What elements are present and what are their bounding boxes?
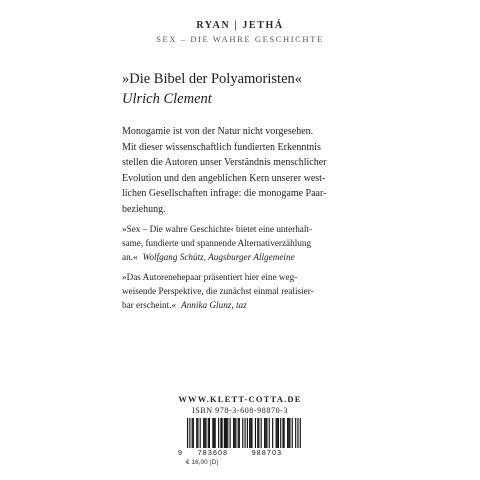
review-line-text: bar erscheint.« bbox=[122, 300, 177, 310]
barcode-graphic bbox=[177, 418, 303, 456]
main-quote-author: Ulrich Clement bbox=[122, 91, 212, 107]
barcode-bar bbox=[250, 418, 251, 448]
review-line-last bbox=[122, 298, 362, 312]
barcode-bar bbox=[239, 418, 240, 448]
review-attribution: Wolfgang Schütz, Augsburger Allgemeine bbox=[142, 252, 295, 262]
isbn-number: ISBN 978-3-608-98870-3 bbox=[191, 406, 289, 415]
barcode-digits-left: 783608 bbox=[197, 450, 229, 456]
barcode-bar bbox=[278, 418, 279, 448]
barcode-bar bbox=[212, 418, 213, 448]
barcode-bar bbox=[213, 418, 214, 448]
barcode-bar bbox=[264, 418, 265, 448]
review-attribution: Annika Glunz, taz bbox=[181, 300, 247, 310]
barcode-bar bbox=[266, 418, 267, 448]
barcode-bar bbox=[218, 418, 219, 448]
review-line: same, fundierte und spannende Alternativerzählung bbox=[122, 238, 312, 248]
barcode-bar bbox=[209, 418, 210, 448]
barcode-bar bbox=[261, 418, 262, 448]
review-line: »Das Autorenehepaar präsentiert hier eine weg- bbox=[122, 272, 298, 282]
ean-barcode bbox=[177, 418, 303, 456]
barcode-bar bbox=[203, 418, 204, 448]
book-subtitle: SEX – DIE WAHRE GESCHICHTE bbox=[156, 34, 324, 44]
blurb-line: Evolution und den angeblichen Kern unserer west- bbox=[122, 172, 326, 184]
barcode-bar bbox=[192, 418, 193, 448]
barcode-bar bbox=[215, 418, 216, 448]
review-quote-1 bbox=[122, 222, 362, 264]
price-label: € 16,00 (D) bbox=[186, 459, 219, 466]
barcode-bar bbox=[251, 418, 252, 448]
review-quote-2 bbox=[122, 270, 362, 312]
barcode-bar bbox=[200, 418, 201, 448]
barcode-bar bbox=[284, 418, 285, 448]
main-quote: »Die Bibel der Polyamoristen« bbox=[122, 71, 303, 87]
barcode-bar bbox=[204, 418, 205, 448]
barcode-bar bbox=[224, 418, 225, 448]
barcode-bar bbox=[233, 418, 234, 448]
barcode-bar bbox=[205, 418, 206, 448]
barcode-bar bbox=[265, 418, 266, 448]
barcode-bar bbox=[276, 418, 277, 448]
barcode-bar bbox=[287, 418, 288, 448]
review-line: weisende Perspektive, die zunächst einmal realisier- bbox=[122, 286, 314, 296]
barcode-bar bbox=[272, 418, 273, 448]
blurb-line: Monogamie ist von der Natur nicht vorgesehen. bbox=[122, 126, 314, 137]
barcode-digit-first: 9 bbox=[178, 450, 182, 456]
barcode-bar bbox=[247, 418, 248, 448]
publisher-website: WWW.KLETT-COTTA.DE bbox=[178, 394, 302, 404]
barcode-bar bbox=[269, 418, 270, 448]
blurb-line: beziehung. bbox=[122, 203, 166, 215]
barcode-bar bbox=[249, 418, 250, 448]
barcode-bar bbox=[258, 418, 259, 448]
blurb-line: lichen Gesellschaften infrage: die monogame Paar- bbox=[122, 188, 327, 199]
barcode-bar bbox=[222, 418, 223, 448]
barcode-bar bbox=[226, 418, 227, 448]
barcode-bar bbox=[255, 418, 256, 448]
review-line: »Sex – Die wahre Geschichte‹ bietet eine unterhalt- bbox=[122, 224, 313, 234]
blurb-line: stellen die Autoren unser Verständnis menschlicher bbox=[122, 157, 327, 168]
barcode-bar bbox=[289, 418, 290, 448]
barcode-bar bbox=[235, 418, 236, 448]
barcode-bar bbox=[292, 418, 293, 448]
barcode-bar bbox=[234, 418, 235, 448]
review-line-last bbox=[122, 250, 362, 264]
blurb-line: Mit dieser wissenschaftlich fundierten Erkenntnis bbox=[122, 141, 321, 153]
barcode-bar bbox=[225, 418, 226, 448]
barcode-bar bbox=[227, 418, 228, 448]
barcode-bar bbox=[193, 418, 194, 448]
barcode-bar bbox=[288, 418, 289, 448]
barcode-bar bbox=[295, 418, 296, 448]
barcode-bar bbox=[208, 418, 209, 448]
review-line-text: an.« bbox=[122, 252, 138, 262]
barcode-digits-right: 988703 bbox=[251, 450, 283, 456]
barcode-bar bbox=[220, 418, 221, 448]
barcode-bar bbox=[282, 418, 283, 448]
authors-line: RYAN | JETHÁ bbox=[196, 20, 284, 31]
barcode-bar bbox=[230, 418, 231, 448]
barcode-bar bbox=[280, 418, 281, 448]
blurb-paragraph bbox=[122, 124, 362, 217]
barcode-bar bbox=[197, 418, 198, 448]
barcode-bar bbox=[238, 418, 239, 448]
barcode-bar bbox=[196, 418, 197, 448]
back-cover-header bbox=[0, 20, 480, 44]
barcode-bar bbox=[257, 418, 258, 448]
barcode-bar bbox=[277, 418, 278, 448]
